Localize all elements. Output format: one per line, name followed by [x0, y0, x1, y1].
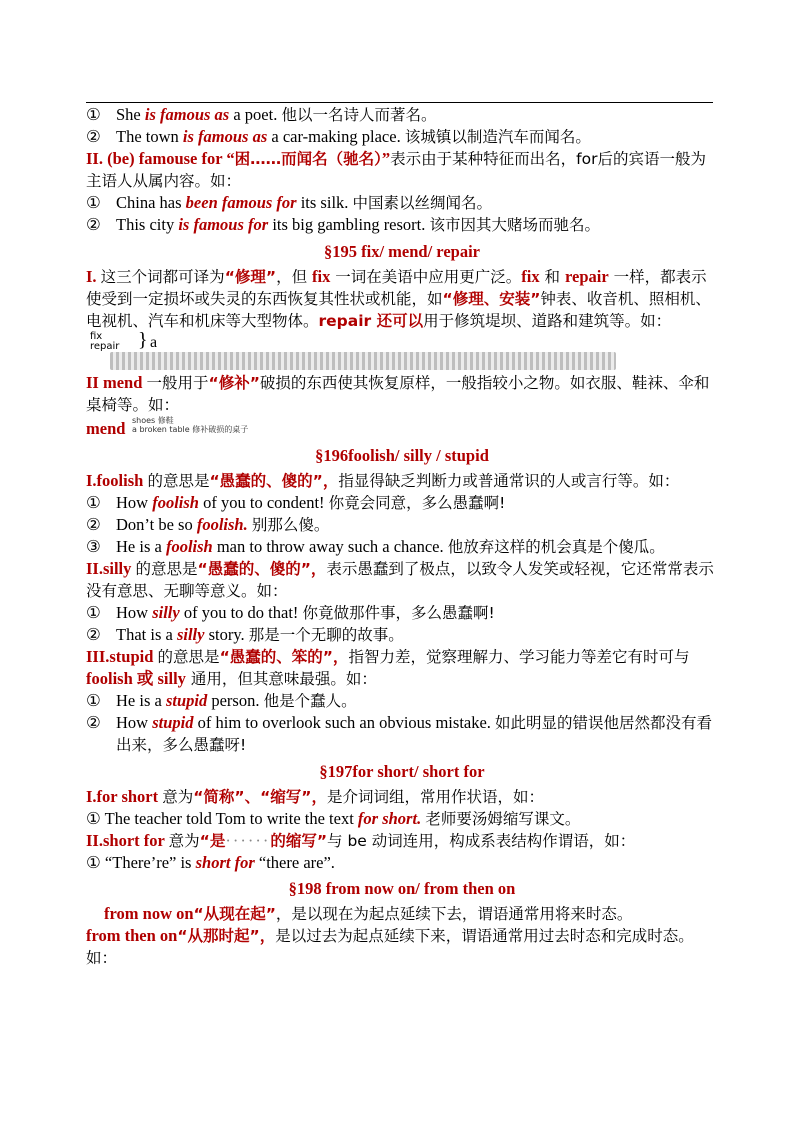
rule-text: 的意思是	[135, 560, 198, 578]
rule-number: I.foolish	[86, 471, 148, 490]
example-text: This city	[116, 215, 179, 234]
translation: 你竟做那件事，多么愚蠢啊!	[302, 604, 495, 622]
rule-text: 表示愚蠢到了极点，以致令人发笑或轻视，它还常常表示没有意思、无聊等意义。如：	[86, 560, 714, 600]
section-heading: §195 fix/ mend/ repair	[324, 242, 480, 261]
keyword: is famous for	[178, 215, 269, 234]
rule-text: 用于修筑堤坝、道路和建筑等。如：	[423, 312, 672, 330]
rule-paragraph	[86, 266, 718, 332]
rule-keyword: 困……而闻名（驰名）	[234, 150, 382, 168]
example-text: its big gambling resort.	[268, 215, 430, 234]
rule-text: 和	[539, 268, 565, 286]
rule-keyword: “愚蠢的、傻的”，	[197, 560, 327, 578]
keyword: stupid	[152, 713, 194, 732]
keyword: foolish.	[196, 515, 248, 534]
rule-keyword: “修理、安装”	[442, 290, 541, 308]
item-number: ①	[86, 603, 101, 622]
example-text: China has	[116, 193, 186, 212]
keyword: stupid	[165, 691, 208, 710]
keyword: silly	[176, 625, 205, 644]
rule-keyword: “愚蠢的、傻的”，	[209, 472, 339, 490]
example-text: person.	[207, 691, 264, 710]
rule-keyword: “简称”、“缩写”，	[193, 788, 327, 806]
item-number: ①	[86, 809, 101, 828]
item-number: ②	[86, 215, 101, 234]
rule-text: ，是以现在为起点延续下去，谓语通常用将来时态。	[275, 905, 633, 923]
translation: 中国素以丝绸闻名。	[352, 194, 493, 212]
item-number: ②	[86, 515, 101, 534]
example-line	[86, 602, 718, 624]
item-number: ①	[86, 193, 101, 212]
item-number: ②	[86, 625, 101, 644]
rule-text: 通用，但其意味最强。如：	[185, 670, 377, 688]
illegible-scan-text	[110, 352, 616, 370]
rule-text: 是介词词组，常用作状语，如：	[327, 788, 545, 806]
keyword: for short.	[357, 809, 422, 828]
header-rule	[86, 102, 713, 103]
example-text: of you to do that!	[179, 603, 303, 622]
rule-paragraph	[86, 372, 718, 416]
example-text: “There’re” is	[104, 853, 196, 872]
example-text: “there are”.	[254, 853, 335, 872]
example-line	[86, 192, 718, 214]
example-line	[86, 514, 718, 536]
rule-text: 是以过去为起点延续下来，谓语通常用过去时态和完成时态。如：	[86, 927, 694, 967]
rule-text: 与 be 动词连用，构成系表结构作谓语，如：	[327, 832, 636, 850]
rule-paragraph	[86, 925, 718, 969]
example-line	[86, 126, 718, 148]
keyword: been famous for	[185, 193, 297, 212]
ellipsis-dots: ······	[225, 831, 271, 850]
keyword: is famous as	[182, 127, 268, 146]
mend-example	[86, 416, 718, 440]
example-text: She	[116, 105, 145, 124]
rule-keyword: “修补”	[208, 374, 260, 392]
rule-heading: II. (be) famouse for “	[86, 149, 235, 168]
translation: 如此明显的错误他居然都没有看出来，多么愚蠢呀!	[116, 714, 713, 754]
example-text: He is a	[116, 537, 166, 556]
example-line	[86, 808, 718, 830]
item-number: ③	[86, 537, 101, 556]
rule-keyword: “从现在起”	[193, 905, 276, 923]
item-number: ①	[86, 105, 101, 124]
rule-text: 指显得缺乏判断力或普通常识的人或言行等。如：	[338, 472, 680, 490]
example-text: a poet.	[229, 105, 282, 124]
example-line	[86, 214, 718, 236]
rule-keyword: repair	[564, 267, 609, 286]
example-text: of him to overlook such an obvious mistake.	[193, 713, 496, 732]
rule-keyword: fix	[312, 267, 331, 286]
rule-text: 一样，都表示使受到一定损坏或失灵的东西恢复其性状或机能，如	[86, 268, 707, 308]
section-heading: §198 from now on/ from then on	[288, 879, 516, 898]
rule-text: 表示由于某种特征而出名，for后的宾语一般为主语人从属内容。如：	[86, 150, 706, 190]
rule-text: 意为	[162, 788, 194, 806]
example-text: a car-making place.	[267, 127, 405, 146]
rule-heading: ”	[381, 149, 391, 168]
fix-repair-options	[90, 332, 119, 352]
translation: 老师要汤姆缩写课文。	[425, 810, 581, 828]
scanned-example-image	[86, 329, 718, 372]
translation: 该城镇以制造汽车而闻名。	[404, 128, 591, 146]
item-number: ②	[86, 127, 101, 146]
example-text: He is a	[116, 691, 166, 710]
keyword: foolish	[152, 493, 199, 512]
rule-text: 意为	[168, 832, 200, 850]
rule-paragraph	[86, 558, 718, 602]
rule-keyword: 的缩写”	[270, 832, 328, 850]
rule-number: I.for short	[86, 787, 163, 806]
translation: 你竟会同意，多么愚蠢啊!	[328, 494, 506, 512]
brace-icon: }	[138, 329, 148, 351]
translation: 他放弃这样的机会真是个傻瓜。	[447, 538, 665, 556]
rule-paragraph	[86, 786, 718, 808]
rule-phrase: from then on	[86, 926, 178, 945]
rule-text: 钟表、收音机、照相机、电视机、汽车和机床等大型物体。	[86, 290, 711, 330]
rule-number: III.stupid	[86, 647, 158, 666]
example-line	[86, 624, 718, 646]
example-line	[86, 852, 718, 873]
rule-keyword: “愚蠢的、笨的”，	[219, 648, 349, 666]
rule-text: 破损的东西使其恢复原样，一般指较小之物。如衣服、鞋袜、伞和桌椅等。如：	[86, 374, 710, 414]
example-text: its silk.	[296, 193, 353, 212]
rule-keyword: “从那时起”，	[177, 927, 276, 945]
article-a: a	[150, 334, 158, 351]
rule-phrase: from now on	[104, 904, 194, 923]
document-body	[86, 104, 718, 969]
mend-option: shoes 修鞋	[132, 416, 174, 425]
rule-keyword: “是	[199, 832, 226, 850]
rule-paragraph	[86, 903, 718, 925]
example-line	[86, 690, 718, 712]
rule-number: I.	[86, 267, 101, 286]
keyword: short for	[195, 853, 255, 872]
keyword: silly	[152, 603, 180, 622]
rule-number: II.silly	[86, 559, 136, 578]
example-text: How	[116, 493, 153, 512]
example-text: The teacher told Tom to write the text	[104, 809, 358, 828]
option-fix: fix	[90, 331, 103, 342]
translation: 别那么傻。	[251, 516, 330, 534]
item-number: ①	[86, 853, 101, 872]
rule-keyword: fix	[521, 267, 540, 286]
translation: 该市因其大赌场而驰名。	[429, 216, 601, 234]
rule-paragraph	[86, 646, 718, 690]
section-heading: §196foolish/ silly / stupid	[315, 446, 489, 465]
mend-options	[132, 416, 248, 434]
rule-number: II mend	[86, 373, 147, 392]
example-text: Don’t be so	[116, 515, 197, 534]
example-text: man to throw away such a chance.	[212, 537, 448, 556]
mend-word: mend	[86, 419, 126, 438]
example-line	[86, 492, 718, 514]
example-line	[86, 536, 718, 558]
rule-paragraph	[86, 148, 718, 192]
rule-paragraph	[86, 470, 718, 492]
rule-text: 的意思是	[147, 472, 210, 490]
mend-option: a broken table 修补破损的桌子	[132, 425, 249, 434]
example-text: How	[116, 713, 153, 732]
section-heading: §197for short/ short for	[319, 762, 485, 781]
item-number: ①	[86, 691, 101, 710]
option-repair: repair	[90, 341, 120, 352]
rule-text: 一词在美语中应用更广泛。	[330, 268, 522, 286]
rule-text: 一般用于	[146, 374, 209, 392]
example-text: The town	[116, 127, 183, 146]
rule-paragraph	[86, 830, 718, 852]
rule-text: ，但	[276, 268, 312, 286]
keyword: is famous as	[144, 105, 230, 124]
rule-text: 这三个词都可译为	[100, 268, 225, 286]
example-text: That is a	[116, 625, 177, 644]
rule-keyword: repair 还可以	[318, 312, 424, 330]
translation: 他是个蠢人。	[263, 692, 357, 710]
rule-number: II.short for	[86, 831, 169, 850]
rule-keyword: “修理”	[224, 268, 277, 286]
example-line	[86, 712, 718, 756]
example-text: How	[116, 603, 153, 622]
item-number: ②	[86, 713, 101, 732]
example-line	[86, 104, 718, 126]
rule-text: 的意思是	[157, 648, 220, 666]
example-text: story.	[204, 625, 249, 644]
translation: 他以一名诗人而著名。	[281, 106, 437, 124]
keyword: foolish	[165, 537, 213, 556]
translation: 那是一个无聊的故事。	[248, 626, 404, 644]
example-text: of you to condent!	[198, 493, 329, 512]
rule-text: 指智力差，觉察理解力、学习能力等差它有时可与	[348, 648, 690, 666]
item-number: ①	[86, 493, 101, 512]
rule-keyword: foolish 或 silly	[86, 669, 186, 688]
